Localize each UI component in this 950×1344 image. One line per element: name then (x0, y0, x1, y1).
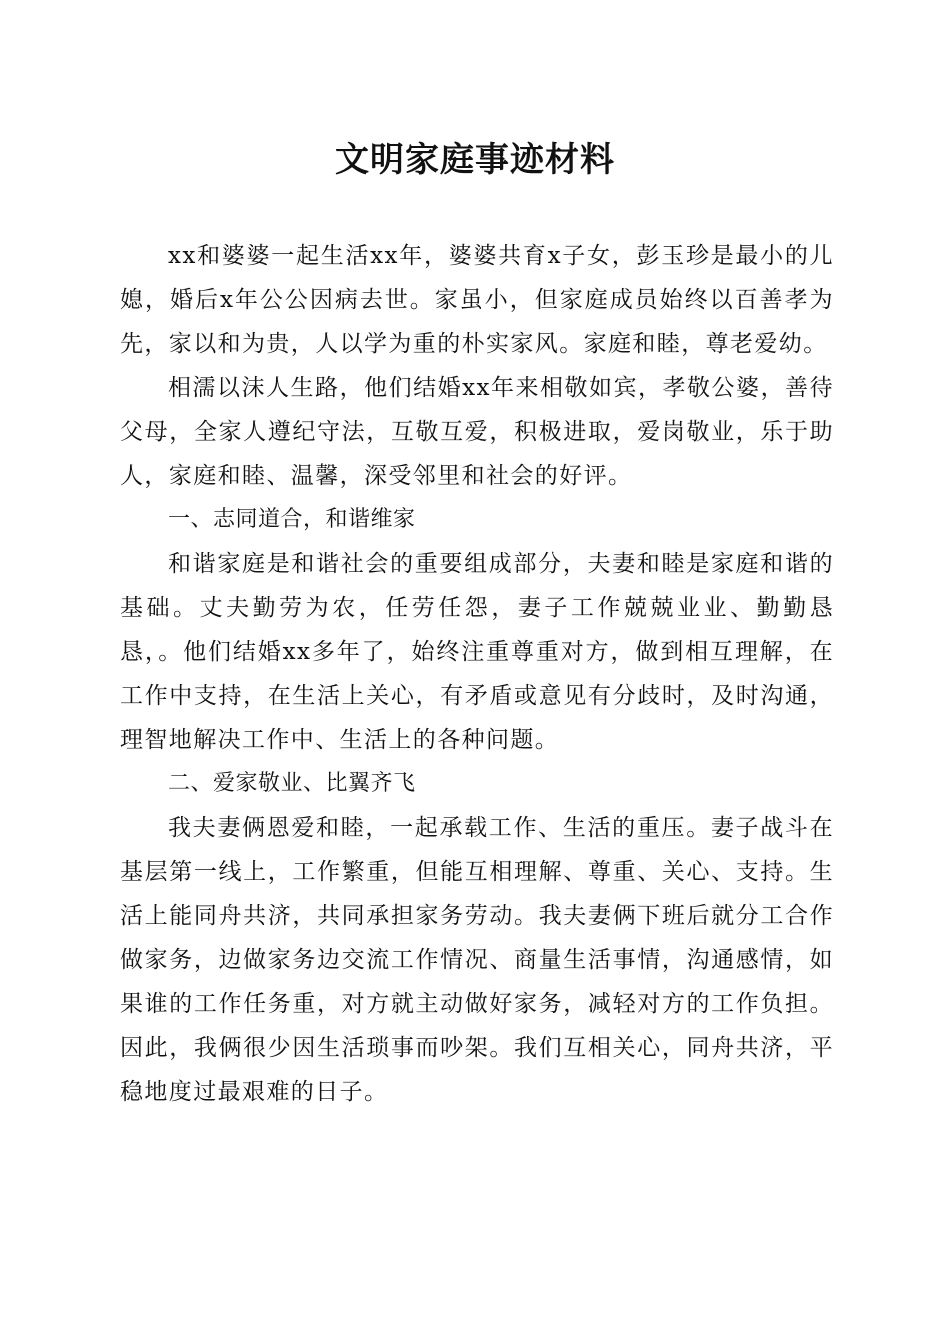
intro-paragraph-2: 相濡以沫人生路，他们结婚xx年来相敬如宾，孝敬公婆，善待父母，全家人遵纪守法，互敬互爱，积极进取，爱岗敬业，乐于助人，家庭和睦、温馨，深受邻里和社会的好评。 (120, 375, 834, 489)
intro-paragraph-1: xx和婆婆一起生活xx年，婆婆共育x子女，彭玉珍是最小的儿媳，婚后x年公公因病去世。家虽小，但家庭成员始终以百善孝为先，家以和为贵，人以学为重的朴实家风。家庭和睦，尊老爱幼。 (120, 243, 834, 357)
section-1-paragraph: 和谐家庭是和谐社会的重要组成部分，夫妻和睦是家庭和谐的基础。丈夫勤劳为农，任劳任怨，妻子工作兢兢业业、勤勤恳恳，。他们结婚xx多年了，始终注重尊重对方，做到相互理解，在工作中支持，在生活上关心，有矛盾或意见有分歧时，及时沟通，理智地解决工作中、生活上的各种问题。 (120, 551, 834, 753)
document-body (120, 234, 834, 1114)
section-2-heading: 二、爱家敬业、比翼齐飞 (168, 771, 416, 796)
document-title: 文明家庭事迹材料 (335, 140, 615, 180)
section-1-heading: 一、志同道合，和谐维家 (168, 507, 416, 532)
section-2-paragraph: 我夫妻俩恩爱和睦，一起承载工作、生活的重压。妻子战斗在基层第一线上，工作繁重，但能互相理解、尊重、关心、支持。生活上能同舟共济，共同承担家务劳动。我夫妻俩下班后就分工合作做家务，边做家务边交流工作情况、商量生活事情，沟通感情，如果谁的工作任务重，对方就主动做好家务，减轻对方的工作负担。因此，我俩很少因生活琐事而吵架。我们互相关心，同舟共济，平稳地度过最艰难的日子。 (120, 815, 834, 1105)
